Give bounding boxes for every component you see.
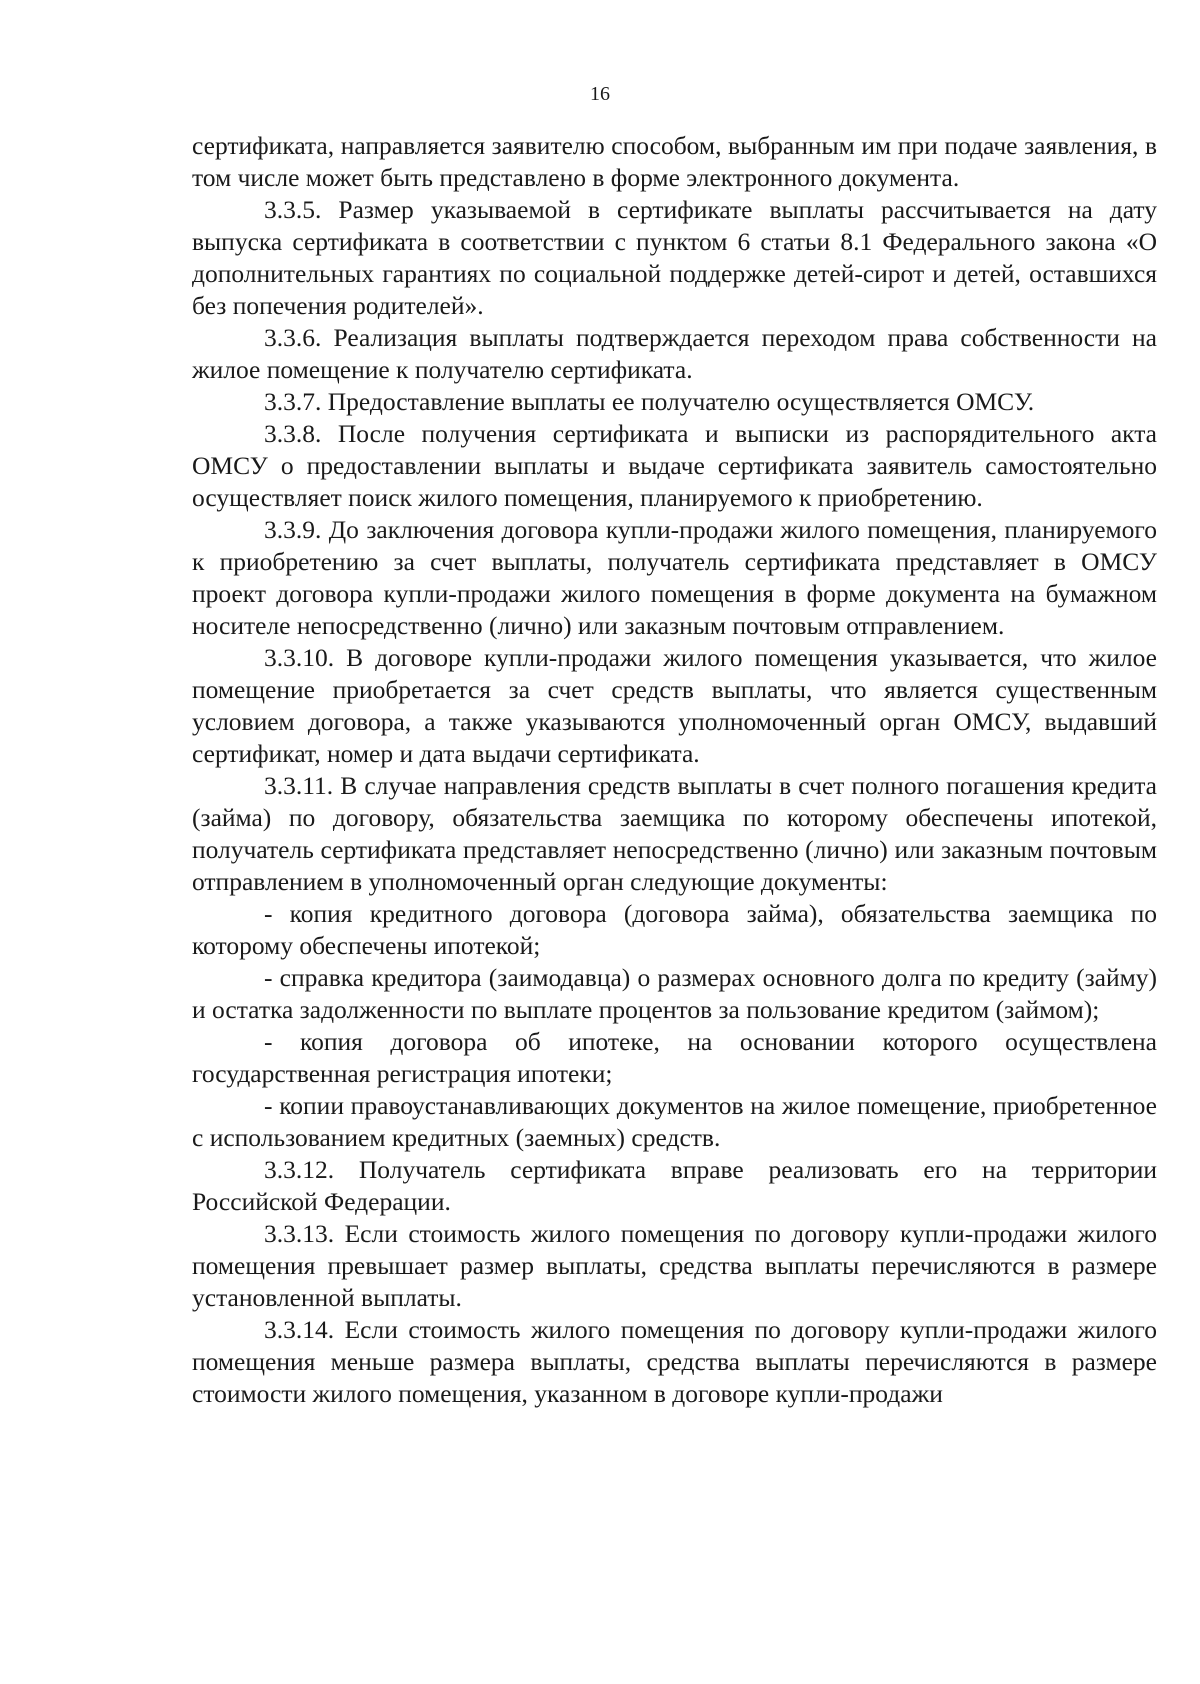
paragraph-3-3-13: 3.3.13. Если стоимость жилого помещения по договору купли-продажи жилого помещения превышает размер выплаты, средства выплаты перечисляются в размере установленной выплаты. xyxy=(192,1219,1157,1312)
paragraph-3-3-11: 3.3.11. В случае направления средств выплаты в счет полного погашения кредита (займа) по договору, обязательства заемщика по которому обеспечены ипотекой, получатель сертификата представляет непосредственно (лично) или заказным почтовым отправлением в уполномоченный орган следующие документы: xyxy=(192,771,1157,896)
paragraph-3-3-10: 3.3.10. В договоре купли-продажи жилого помещения указывается, что жилое помещение приобретается за счет средств выплаты, что является существенным условием договора, а также указываются уполномоченный орган ОМСУ, выдавший сертификат, номер и дата выдачи сертификата. xyxy=(192,643,1157,768)
paragraph: сертификата, направляется заявителю способом, выбранным им при подаче заявления, в том числе может быть представлено в форме электронного документа. xyxy=(192,131,1157,192)
page-number: 16 xyxy=(590,83,610,105)
paragraph-3-3-14: 3.3.14. Если стоимость жилого помещения по договору купли-продажи жилого помещения меньше размера выплаты, средства выплаты перечисляются в размере стоимости жилого помещения, указанном в договоре купли-продажи xyxy=(192,1315,1157,1408)
list-item: - копии правоустанавливающих документов на жилое помещение, приобретенное с использованием кредитных (заемных) средств. xyxy=(192,1091,1157,1152)
paragraph-3-3-7: 3.3.7. Предоставление выплаты ее получателю осуществляется ОМСУ. xyxy=(264,387,1035,416)
list-item: - копия кредитного договора (договора займа), обязательства заемщика по которому обеспечены ипотекой; xyxy=(192,899,1157,960)
list-item: - справка кредитора (заимодавца) о размерах основного долга по кредиту (займу) и остатка задолженности по выплате процентов за пользование кредитом (займом); xyxy=(192,963,1157,1024)
paragraph-3-3-9: 3.3.9. До заключения договора купли-продажи жилого помещения, планируемого к приобретению за счет выплаты, получатель сертификата представляет в ОМСУ проект договора купли-продажи жилого помещения в форме документа на бумажном носителе непосредственно (лично) или заказным почтовым отправлением. xyxy=(192,515,1157,640)
paragraph-3-3-5: 3.3.5. Размер указываемой в сертификате выплаты рассчитывается на дату выпуска сертификата в соответствии с пунктом 6 статьи 8.1 Федерального закона «О дополнительных гарантиях по социальной поддержке детей-сирот и детей, оставшихся без попечения родителей». xyxy=(192,195,1157,320)
list-item: - копия договора об ипотеке, на основании которого осуществлена государственная регистрация ипотеки; xyxy=(192,1027,1157,1088)
paragraph-3-3-8: 3.3.8. После получения сертификата и выписки из распорядительного акта ОМСУ о предоставлении выплаты и выдаче сертификата заявитель самостоятельно осуществляет поиск жилого помещения, планируемого к приобретению. xyxy=(192,419,1157,512)
paragraph-3-3-6: 3.3.6. Реализация выплаты подтверждается переходом права собственности на жилое помещение к получателю сертификата. xyxy=(192,323,1157,384)
paragraph-3-3-12: 3.3.12. Получатель сертификата вправе реализовать его на территории Российской Федерации. xyxy=(192,1155,1157,1216)
document-body xyxy=(192,130,1157,1410)
